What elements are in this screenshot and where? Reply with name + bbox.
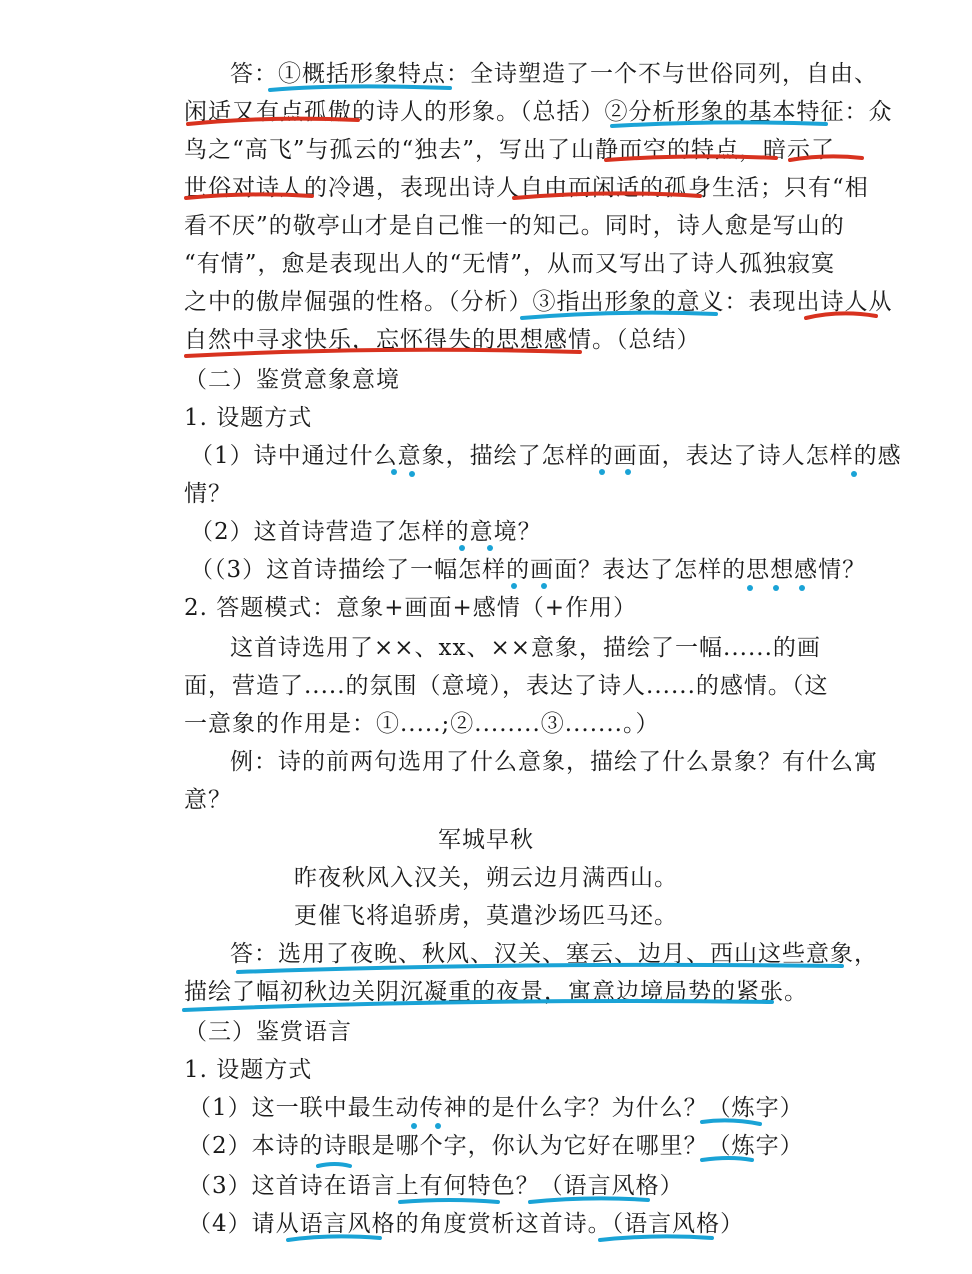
answer-line-7: 之中的傲岸倔强的性格。（分析）③指出形象的意义：表现出诗人从 [184, 289, 893, 315]
template-line-2: 面，营造了.....的氛围（意境），表达了诗人......的感情。（这 [184, 673, 829, 699]
poem-answer-line-1: 答：选用了夜晚、秋风、汉关、塞云、边月、西山这些意象， [230, 941, 878, 967]
answer-line-1: 答：①概括形象特点：全诗塑造了一个不与世俗同列，自由、 [230, 61, 878, 87]
answer-line-2: 闲适又有点孤傲的诗人的形象。（总括）②分析形象的基本特征：众 [184, 99, 893, 125]
section2-sub2-heading: 2. 答题模式：意象+画面+感情（+作用） [184, 595, 638, 621]
section2-question-2: （2）这首诗营造了怎样的意境？ [190, 519, 542, 545]
section3-question-4: （4）请从语言风格的角度赏析这首诗。（语言风格） [188, 1211, 745, 1237]
answer-line-5: 看不厌”的敬亭山才是自己惟一的知己。同时，诗人愈是写山的 [184, 213, 845, 239]
section2-sub1-heading: 1. 设题方式 [184, 405, 313, 431]
poem-line-2: 更催飞将追骄虏，莫遣沙场匹马还。 [294, 903, 678, 929]
answer-line-6: “有情”，愈是表现出人的“无情”，从而又写出了诗人孤独寂寞 [184, 251, 836, 277]
template-line-3: 一意象的作用是：①.....;②........③.......。） [184, 711, 660, 737]
poem-answer-line-2: 描绘了幅初秋边关阴沉凝重的夜景，寓意边境局势的紧张。 [184, 979, 808, 1005]
section3-heading: （三）鉴赏语言 [184, 1019, 352, 1045]
poem-title: 军城早秋 [438, 827, 534, 853]
template-line-1: 这首诗选用了××、xx、××意象，描绘了一幅......的画 [230, 635, 821, 661]
answer-line-3: 鸟之“高飞”与孤云的“独去”，写出了山静而空的特点，暗示了 [184, 137, 836, 163]
section2-heading: （二）鉴赏意象意境 [184, 367, 400, 393]
section3-sub1-heading: 1. 设题方式 [184, 1057, 313, 1083]
example-line-2: 意？ [184, 787, 232, 813]
poem-line-1: 昨夜秋风入汉关，朔云边月满西山。 [294, 865, 678, 891]
section3-question-1: （1）这一联中最生动传神的是什么字？为什么？（炼字） [188, 1095, 804, 1121]
section2-question-1: （1）诗中通过什么意象，描绘了怎样的画面，表达了诗人怎样的感 [190, 443, 902, 469]
section2-question-3: （（3）这首诗描绘了一幅怎样的画面？表达了怎样的思想感情？ [190, 557, 867, 583]
section2-question-1-cont: 情？ [184, 481, 232, 507]
answer-line-8: 自然中寻求快乐，忘怀得失的思想感情。（总结） [184, 327, 701, 353]
example-line-1: 例：诗的前两句选用了什么意象，描绘了什么景象？有什么寓 [230, 749, 878, 775]
section3-question-3: （3）这首诗在语言上有何特色？（语言风格） [188, 1173, 684, 1199]
answer-line-4: 世俗对诗人的冷遇，表现出诗人自由而闲适的孤身生活；只有“相 [184, 175, 869, 201]
blue-underline [318, 1164, 350, 1166]
section3-question-2: （2）本诗的诗眼是哪个字，你认为它好在哪里？（炼字） [188, 1133, 804, 1159]
